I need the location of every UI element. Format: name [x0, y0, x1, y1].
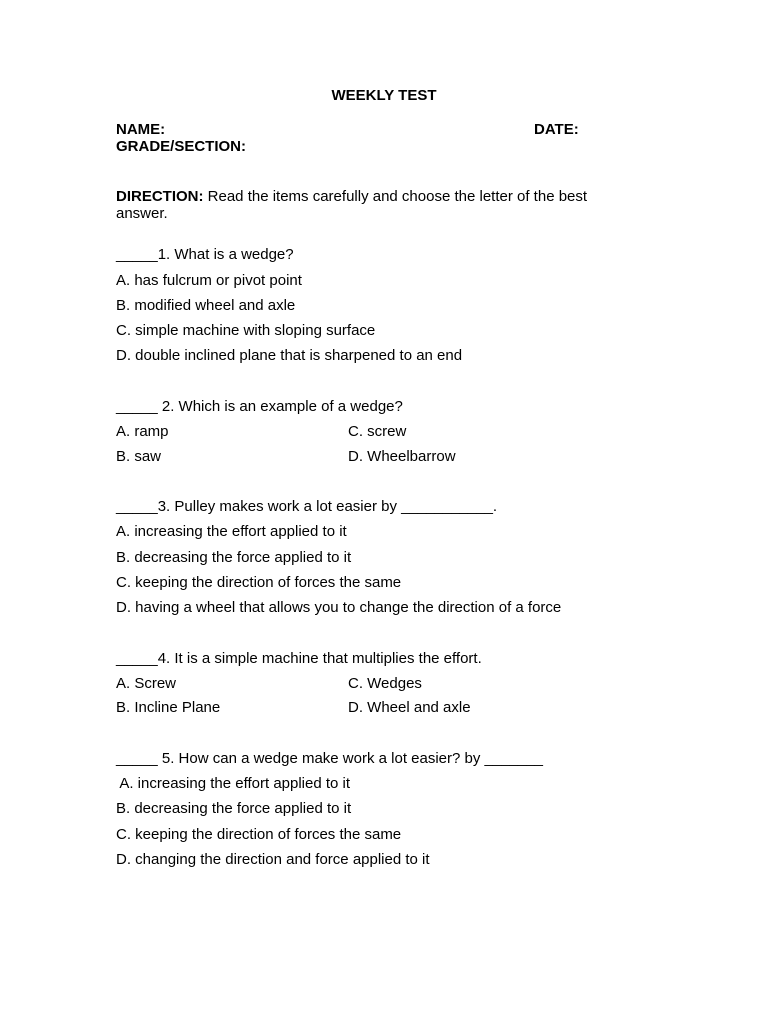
question-1-option-a: A. has fulcrum or pivot point: [116, 272, 302, 289]
question-1-prompt: _____1. What is a wedge?: [116, 246, 294, 263]
direction-text: Read the items carefully and choose the letter of the best answer.: [116, 188, 588, 222]
question-2-option-a: A. ramp: [116, 423, 169, 440]
question-1-option-b: B. modified wheel and axle: [116, 297, 296, 314]
question-1-option-d: D. double inclined plane that is sharpened to an end: [116, 347, 463, 364]
page-title: WEEKLY TEST: [331, 87, 437, 104]
question-3-prompt: _____3. Pulley makes work a lot easier by ___________.: [116, 498, 498, 515]
question-4-option-c: C. Wedges: [348, 675, 422, 692]
question-2-option-d: D. Wheelbarrow: [348, 448, 456, 465]
date-label: DATE:: [534, 121, 579, 138]
question-5-prompt: _____ 5. How can a wedge make work a lot easier? by _______: [116, 750, 543, 767]
question-2-prompt: _____ 2. Which is an example of a wedge?: [116, 398, 403, 415]
question-4-option-a: A. Screw: [116, 675, 177, 692]
question-5-option-b: B. decreasing the force applied to it: [116, 800, 352, 817]
question-5-option-d: D. changing the direction and force applied to it: [116, 851, 430, 868]
question-5-option-c: C. keeping the direction of forces the same: [116, 826, 402, 843]
direction-block: [116, 188, 616, 222]
grade-section-label: GRADE/SECTION:: [116, 138, 247, 155]
question-5-option-a: A. increasing the effort applied to it: [116, 775, 351, 792]
question-3-option-c: C. keeping the direction of forces the same: [116, 574, 402, 591]
question-4-option-b: B. Incline Plane: [116, 699, 221, 716]
question-1-option-c: C. simple machine with sloping surface: [116, 322, 376, 339]
direction-label: DIRECTION:: [116, 188, 204, 205]
question-2-option-c: C. screw: [348, 423, 407, 440]
question-3-option-a: A. increasing the effort applied to it: [116, 523, 347, 540]
question-3-option-b: B. decreasing the force applied to it: [116, 549, 352, 566]
question-4-prompt: _____4. It is a simple machine that multiplies the effort.: [116, 650, 482, 667]
question-2-option-b: B. saw: [116, 448, 162, 465]
question-4-option-d: D. Wheel and axle: [348, 699, 471, 716]
name-label: NAME:: [116, 121, 166, 138]
question-3-option-d: D. having a wheel that allows you to change the direction of a force: [116, 599, 562, 616]
